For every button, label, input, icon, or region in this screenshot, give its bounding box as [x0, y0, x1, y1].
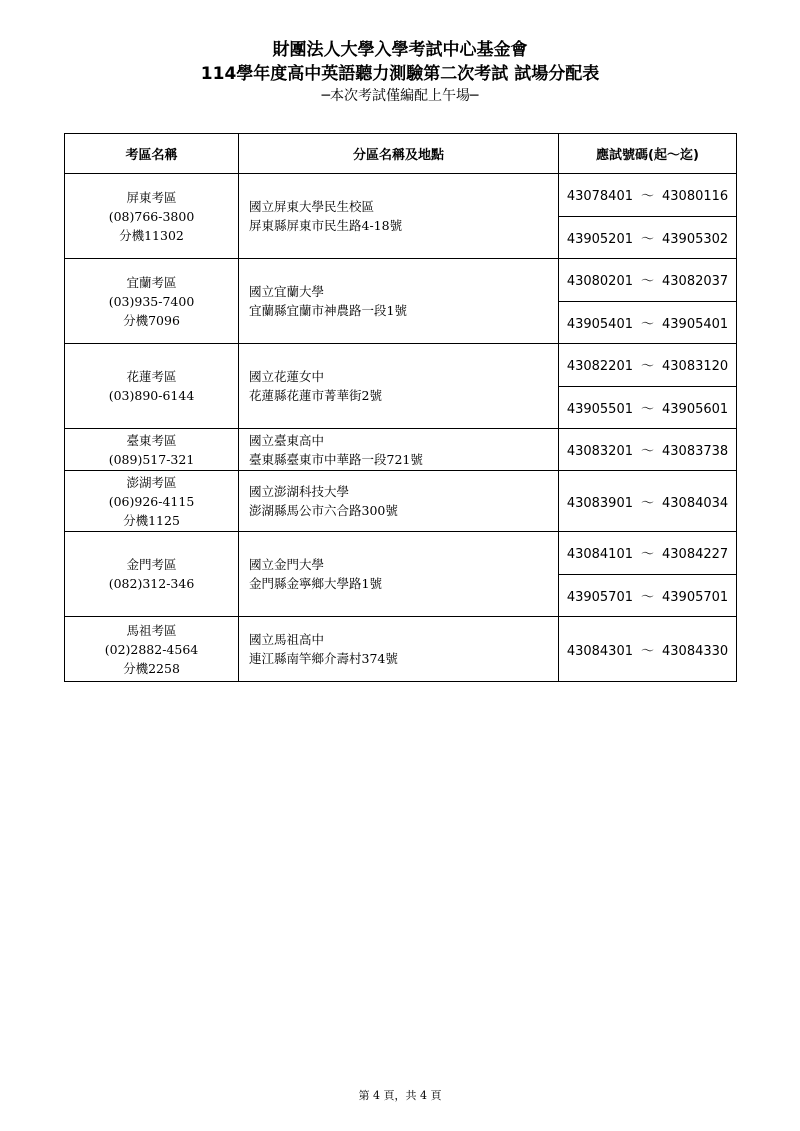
table-row [65, 174, 737, 217]
site-cell [239, 429, 559, 471]
region-extension: 分機7096 [123, 312, 180, 328]
column-header-region: 考區名稱 [65, 134, 239, 174]
site-address: 澎湖縣馬公市六合路300號 [249, 503, 398, 518]
region-cell [65, 259, 239, 344]
region-phone: (02)2882-4564 [104, 641, 199, 657]
number-range-cell [559, 259, 737, 302]
range-separator: ～ [640, 495, 654, 511]
region-cell [65, 617, 239, 682]
range-separator: ～ [640, 401, 654, 417]
range-start: 43078401 [566, 189, 633, 205]
range-end: 43084034 [662, 495, 729, 511]
number-range-cell [559, 301, 737, 344]
table-row [65, 429, 737, 471]
site-address: 臺東縣臺東市中華路一段721號 [249, 451, 423, 467]
table-row [65, 617, 737, 682]
region-name: 花蓮考區 [126, 369, 177, 384]
number-range-cell [559, 429, 737, 471]
range-separator: ～ [640, 589, 654, 605]
range-start: 43080201 [566, 274, 633, 290]
range-start: 43905201 [566, 231, 633, 247]
range-end: 43905601 [662, 401, 729, 417]
site-address: 屏東縣屏東市民生路4-18號 [249, 218, 403, 233]
range-end: 43905302 [662, 231, 729, 247]
number-range-cell [559, 386, 737, 429]
region-name: 馬祖考區 [126, 622, 177, 638]
range-end: 43080116 [662, 189, 729, 205]
site-name: 國立金門大學 [249, 557, 325, 572]
region-phone: (089)517-321 [108, 451, 195, 467]
range-end: 43905401 [662, 316, 729, 332]
table-row [65, 532, 737, 575]
region-phone: (08)766-3800 [108, 208, 195, 224]
organization-title: 財團法人大學入學考試中心基金會 [272, 40, 528, 60]
range-start: 43084101 [566, 547, 633, 563]
number-range-cell [559, 617, 737, 682]
table-row [65, 344, 737, 387]
site-cell [239, 471, 559, 532]
number-range-cell [559, 471, 737, 532]
site-address: 金門縣金寧鄉大學路1號 [249, 576, 382, 591]
site-cell [239, 617, 559, 682]
site-cell [239, 259, 559, 344]
range-end: 43083120 [662, 359, 729, 375]
region-phone: (03)890-6144 [108, 388, 195, 403]
range-end: 43084330 [662, 643, 729, 659]
document-title: 114學年度高中英語聽力測驗第二次考試 試場分配表 [200, 64, 600, 84]
table-body [65, 174, 737, 682]
range-separator: ～ [640, 643, 654, 659]
region-name: 臺東考區 [126, 432, 177, 448]
number-range-cell [559, 216, 737, 259]
region-extension: 分機11302 [119, 227, 184, 243]
range-separator: ～ [640, 547, 654, 563]
region-name: 屏東考區 [126, 189, 177, 205]
range-start: 43905401 [566, 316, 633, 332]
region-name: 宜蘭考區 [126, 274, 177, 290]
range-start: 43084301 [566, 643, 633, 659]
region-cell [65, 174, 239, 259]
session-note: ─本次考試僅編配上午場─ [321, 88, 479, 104]
site-name: 國立馬祖高中 [249, 632, 325, 647]
range-start: 43082201 [566, 359, 633, 375]
range-start: 43905501 [566, 401, 633, 417]
number-range-cell [559, 532, 737, 575]
range-start: 43083901 [566, 495, 633, 511]
range-start: 43905701 [566, 589, 633, 605]
site-cell [239, 532, 559, 617]
table-row [65, 471, 737, 532]
table-header-row [65, 134, 737, 174]
site-address: 宜蘭縣宜蘭市神農路一段1號 [249, 303, 407, 318]
range-separator: ～ [640, 189, 654, 205]
range-end: 43084227 [662, 547, 729, 563]
region-name: 金門考區 [126, 557, 177, 572]
number-range-cell [559, 174, 737, 217]
site-address: 連江縣南竿鄉介壽村374號 [249, 651, 398, 666]
range-separator: ～ [640, 231, 654, 247]
number-range-cell [559, 344, 737, 387]
site-cell [239, 174, 559, 259]
range-end: 43083738 [662, 444, 729, 459]
region-cell [65, 532, 239, 617]
column-header-site: 分區名稱及地點 [239, 134, 559, 174]
range-start: 43083201 [566, 444, 633, 459]
site-name: 國立宜蘭大學 [249, 284, 325, 299]
site-name: 國立花蓮女中 [249, 369, 325, 384]
document-header [0, 38, 800, 106]
allocation-table [64, 133, 737, 682]
site-name: 國立屏東大學民生校區 [249, 199, 375, 214]
region-phone: (06)926-4115 [108, 493, 195, 509]
range-separator: ～ [640, 274, 654, 290]
site-address: 花蓮縣花蓮市菁華街2號 [249, 388, 382, 403]
region-phone: (03)935-7400 [108, 293, 195, 309]
range-separator: ～ [640, 316, 654, 332]
region-cell [65, 344, 239, 429]
column-header-range: 應試號碼(起～迄) [559, 134, 737, 174]
site-name: 國立臺東高中 [249, 432, 325, 448]
region-phone: (082)312-346 [108, 576, 195, 591]
region-extension: 分機2258 [123, 660, 180, 676]
region-cell [65, 429, 239, 471]
page-number: 第 4 頁，共 4 頁 [358, 1089, 442, 1102]
region-cell [65, 471, 239, 532]
range-end: 43082037 [662, 274, 729, 290]
site-cell [239, 344, 559, 429]
table-row [65, 259, 737, 302]
range-separator: ～ [640, 444, 654, 459]
number-range-cell [559, 574, 737, 617]
region-name: 澎湖考區 [126, 474, 177, 490]
site-name: 國立澎湖科技大學 [249, 484, 350, 499]
range-separator: ～ [640, 359, 654, 375]
region-extension: 分機1125 [123, 512, 180, 528]
range-end: 43905701 [662, 589, 729, 605]
